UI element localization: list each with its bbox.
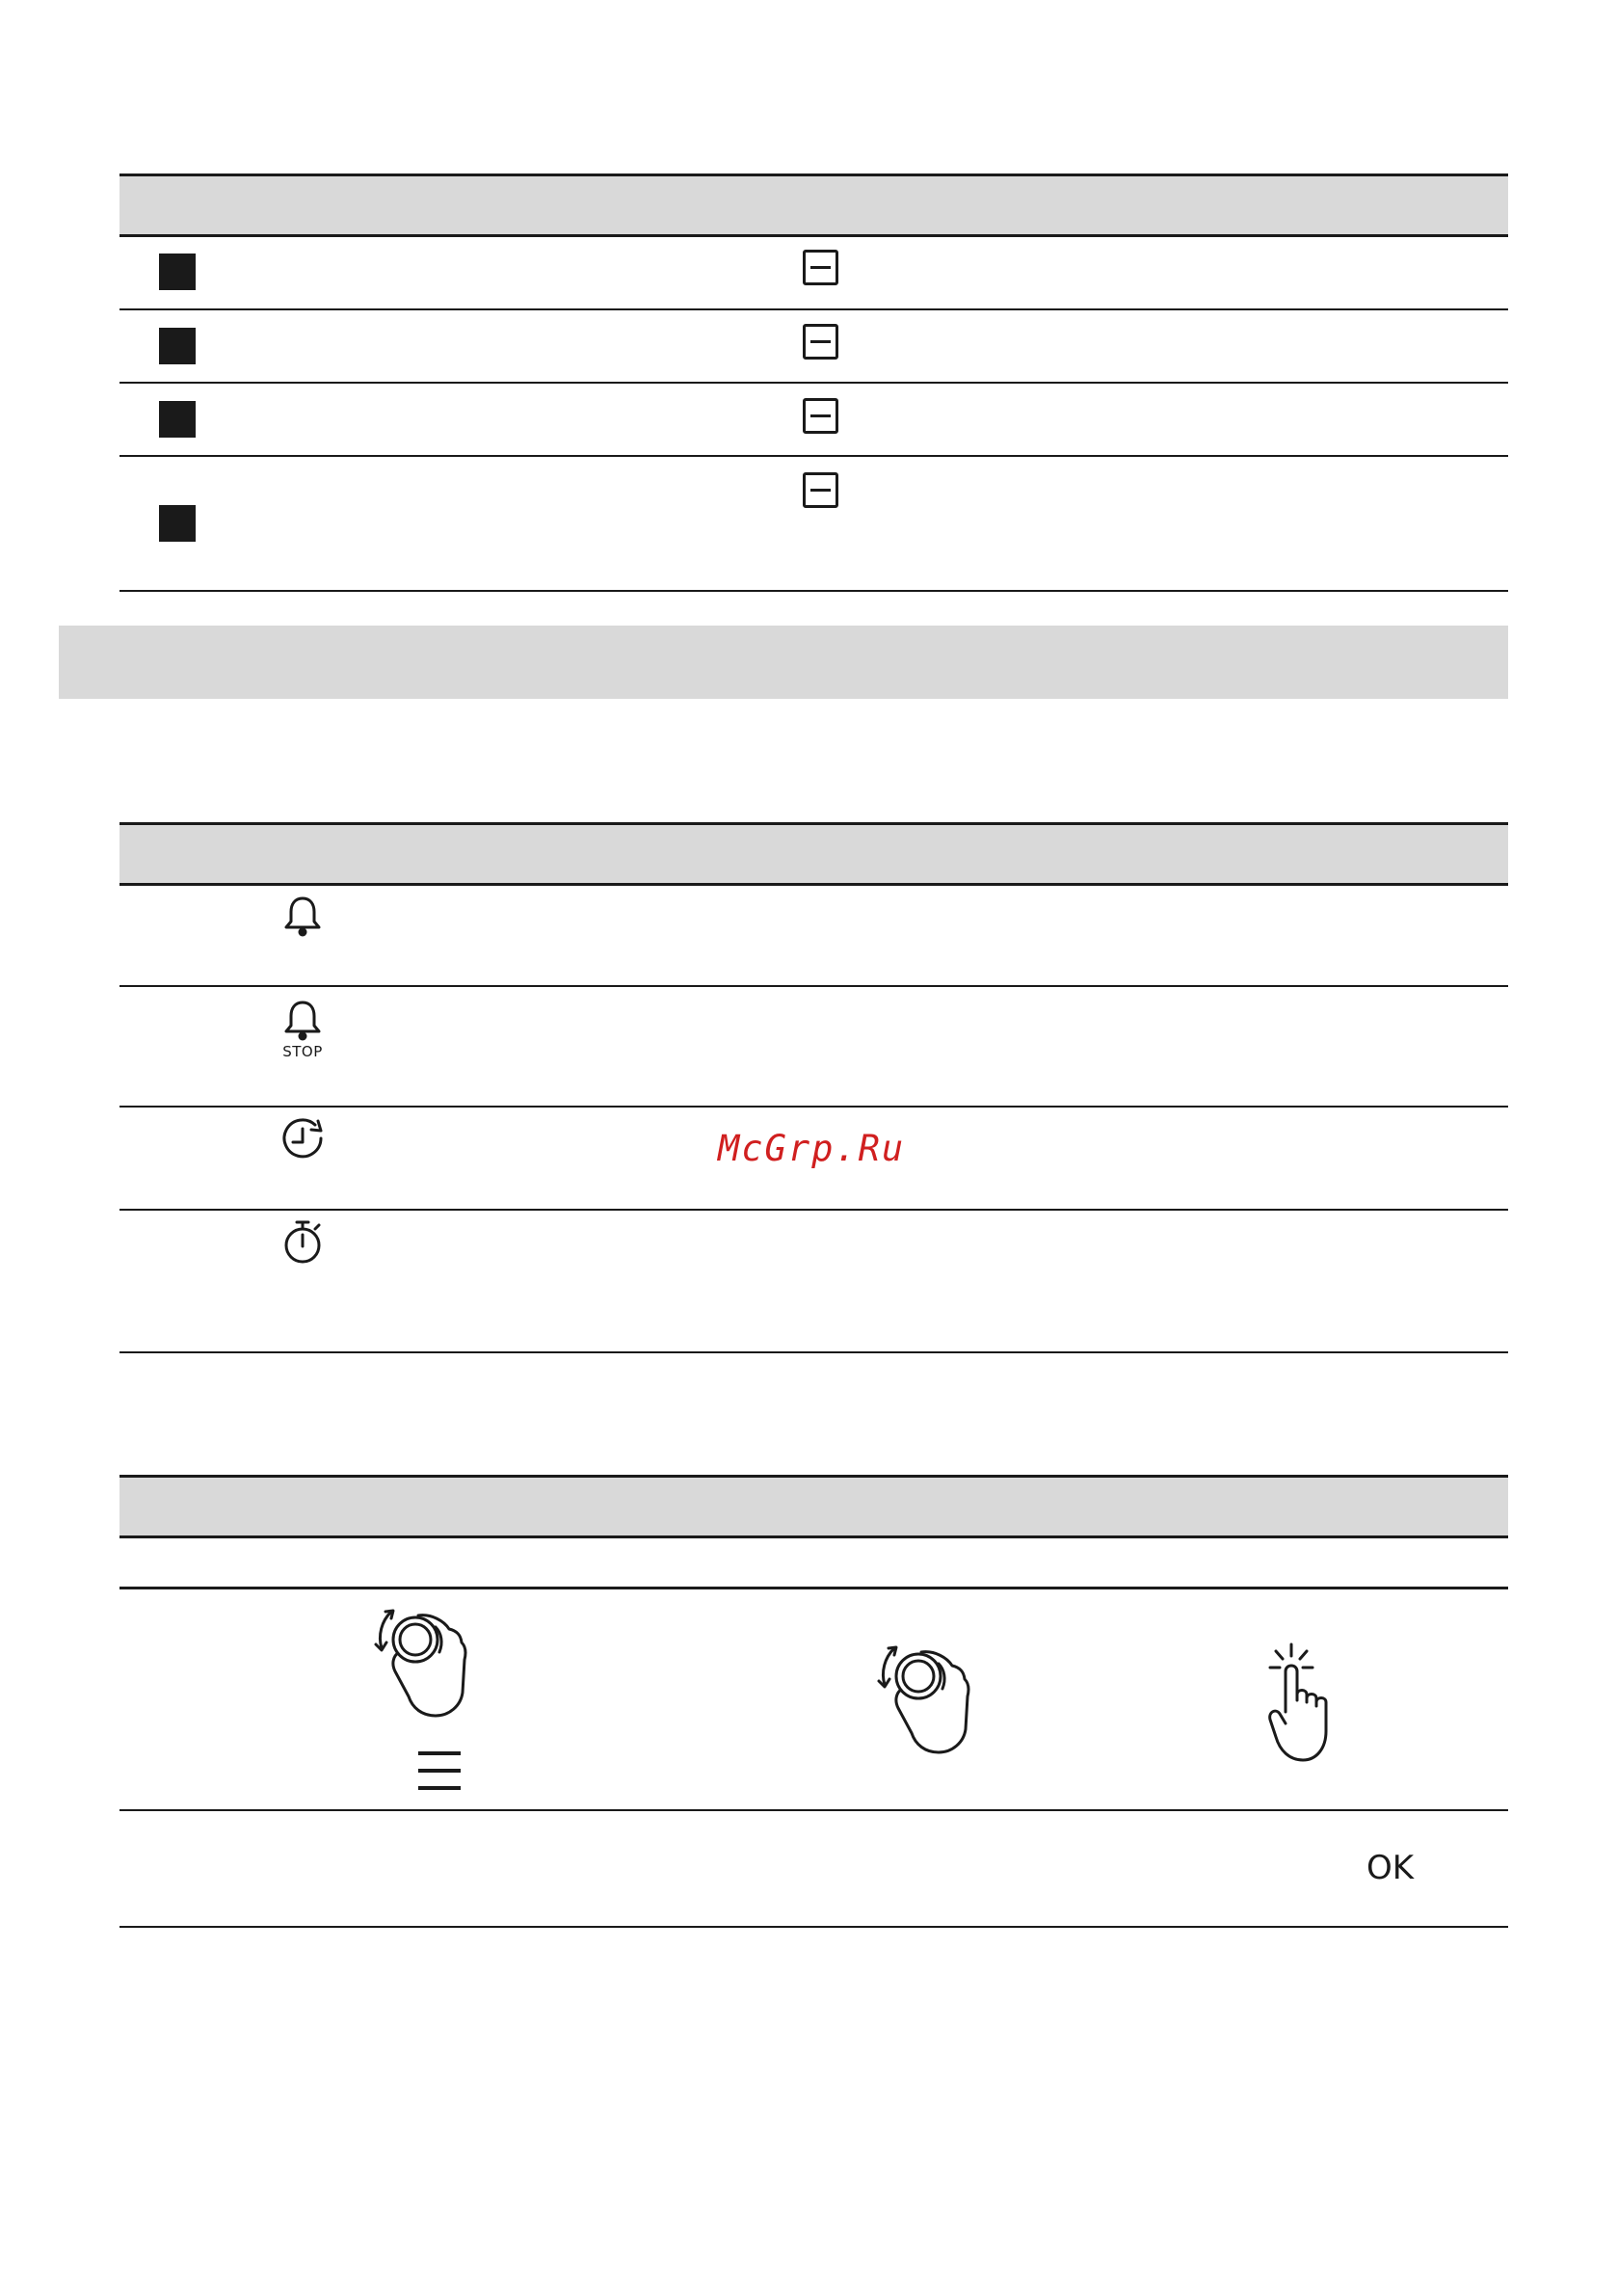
finger-press-icon — [1264, 1641, 1351, 1766]
menu-lines-icon — [416, 1749, 463, 1792]
bell-stop-icon — [280, 998, 325, 1042]
stopwatch-icon — [280, 1217, 325, 1266]
table3-bottom-rule — [119, 1926, 1508, 1928]
section-heading-band — [59, 626, 1508, 699]
table1-row-divider — [119, 308, 1508, 310]
minus-box-icon — [803, 250, 838, 285]
minus-box-icon — [803, 472, 838, 508]
table2-row-divider — [119, 1106, 1508, 1108]
ok-label: OK — [1366, 1849, 1415, 1887]
hand-turn-knob-icon — [372, 1604, 478, 1724]
table1-header — [119, 174, 1508, 237]
filled-square-icon — [159, 505, 196, 542]
table2-header — [119, 822, 1508, 886]
watermark-text: McGrp.Ru — [718, 1128, 906, 1169]
table2-bottom-rule — [119, 1351, 1508, 1353]
minus-box-icon — [803, 324, 838, 360]
table1-row-divider — [119, 455, 1508, 457]
table2-row-divider — [119, 985, 1508, 987]
table3-header — [119, 1475, 1508, 1538]
table2-row-divider — [119, 1209, 1508, 1211]
table3-row-divider — [119, 1809, 1508, 1811]
table1-bottom-rule — [119, 590, 1508, 592]
minus-box-icon — [803, 398, 838, 434]
hand-turn-knob-icon — [875, 1641, 981, 1761]
timer-clock-icon — [279, 1115, 329, 1165]
table1-row-divider — [119, 382, 1508, 384]
filled-square-icon — [159, 254, 196, 290]
filled-square-icon — [159, 328, 196, 364]
filled-square-icon — [159, 401, 196, 438]
table3-row-divider — [119, 1587, 1508, 1589]
bell-stop-label: STOP — [282, 1043, 323, 1060]
bell-icon — [280, 894, 325, 938]
